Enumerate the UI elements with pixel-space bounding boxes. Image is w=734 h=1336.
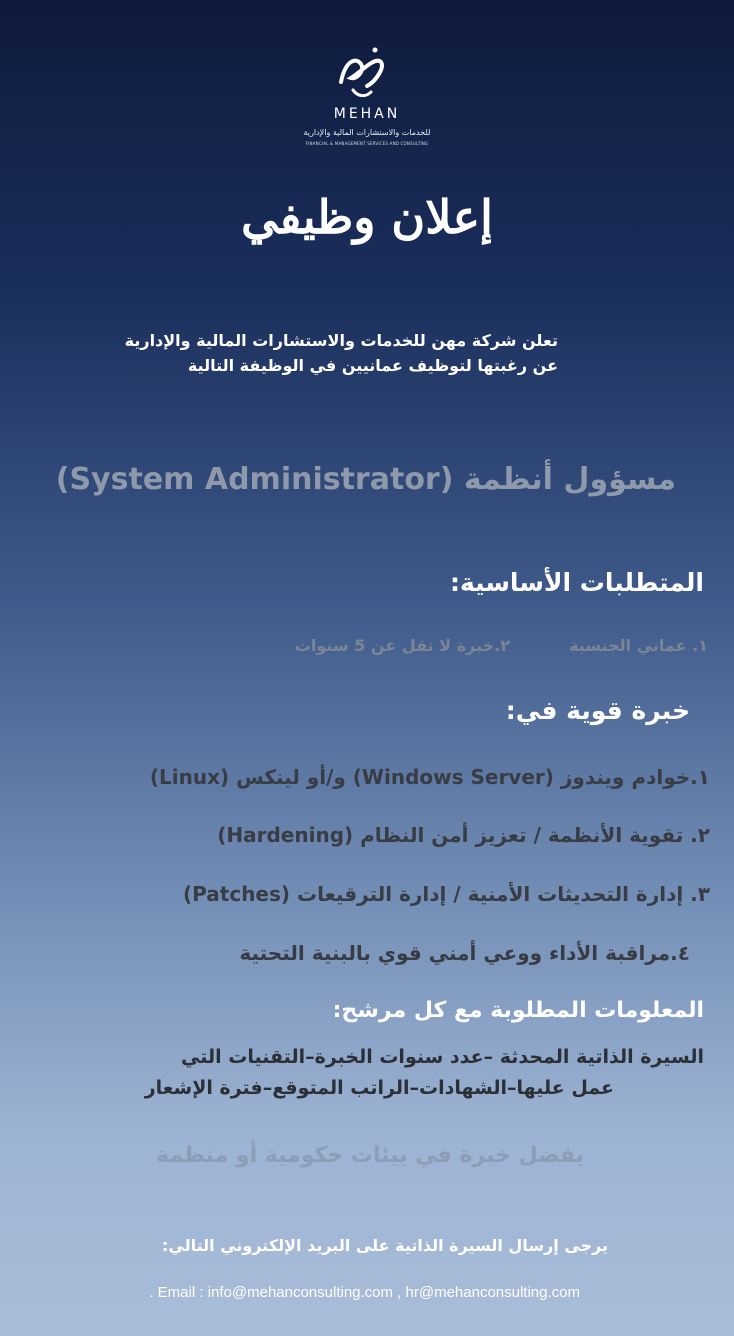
page-title: إعلان وظيفي xyxy=(241,190,493,244)
contact-emails[interactable]: . Email : info@mehanconsulting.com , hr@mehanconsulting.com xyxy=(149,1284,580,1301)
experience-item: ٤.مراقبة الأداء ووعي أمني قوي بالبنية التحتية xyxy=(239,941,690,965)
requirements-heading: المتطلبات الأساسية: xyxy=(449,568,704,597)
required-info-line-2: عمل عليها–الشهادات–الراتب المتوقع–فترة الإشعار xyxy=(144,1077,614,1099)
logo-wordmark: MEHAN xyxy=(333,106,401,122)
strong-experience-heading: خبرة قوية في: xyxy=(505,696,690,725)
logo-arabic-tagline: للخدمات والاستشارات المالية والإدارية xyxy=(303,128,431,137)
requirement-item: ١. عماني الجنسية xyxy=(569,636,708,655)
job-title: مسؤول أنظمة (System Administrator) xyxy=(55,462,676,497)
intro-line-2: عن رغبتها لتوظيف عمانيين في الوظيفة التالية xyxy=(187,356,558,375)
experience-item: ٣. إدارة التحديثات الأمنية / إدارة الترقيعات (Patches) xyxy=(183,882,710,906)
intro-line-1: تعلن شركة مهن للخدمات والاستشارات المالية والإدارية xyxy=(124,331,558,350)
preference-note: يفضل خبرة في بيئات حكومية أو منظمة xyxy=(156,1143,584,1168)
mehan-logo-icon xyxy=(331,42,393,104)
logo-english-tagline: FINANCIAL & MANAGEMENT SERVICES AND CONSULTING xyxy=(305,141,429,146)
experience-item: ٢. تقوية الأنظمة / تعزيز أمن النظام (Hardening) xyxy=(217,823,710,847)
experience-item: ١.خوادم ويندوز (Windows Server) و/أو لينكس (Linux) xyxy=(149,765,710,789)
requirement-item: ٢.خبرة لا تقل عن 5 سنوات xyxy=(294,636,510,655)
apply-instruction: يرجى إرسال السيرة الذاتية على البريد الإلكتروني التالي: xyxy=(162,1236,608,1255)
required-info-line-1: السيرة الذاتية المحدثة –عدد سنوات الخبرة–التقنيات التي xyxy=(181,1046,704,1068)
required-info-heading: المعلومات المطلوبة مع كل مرشح: xyxy=(332,998,704,1023)
